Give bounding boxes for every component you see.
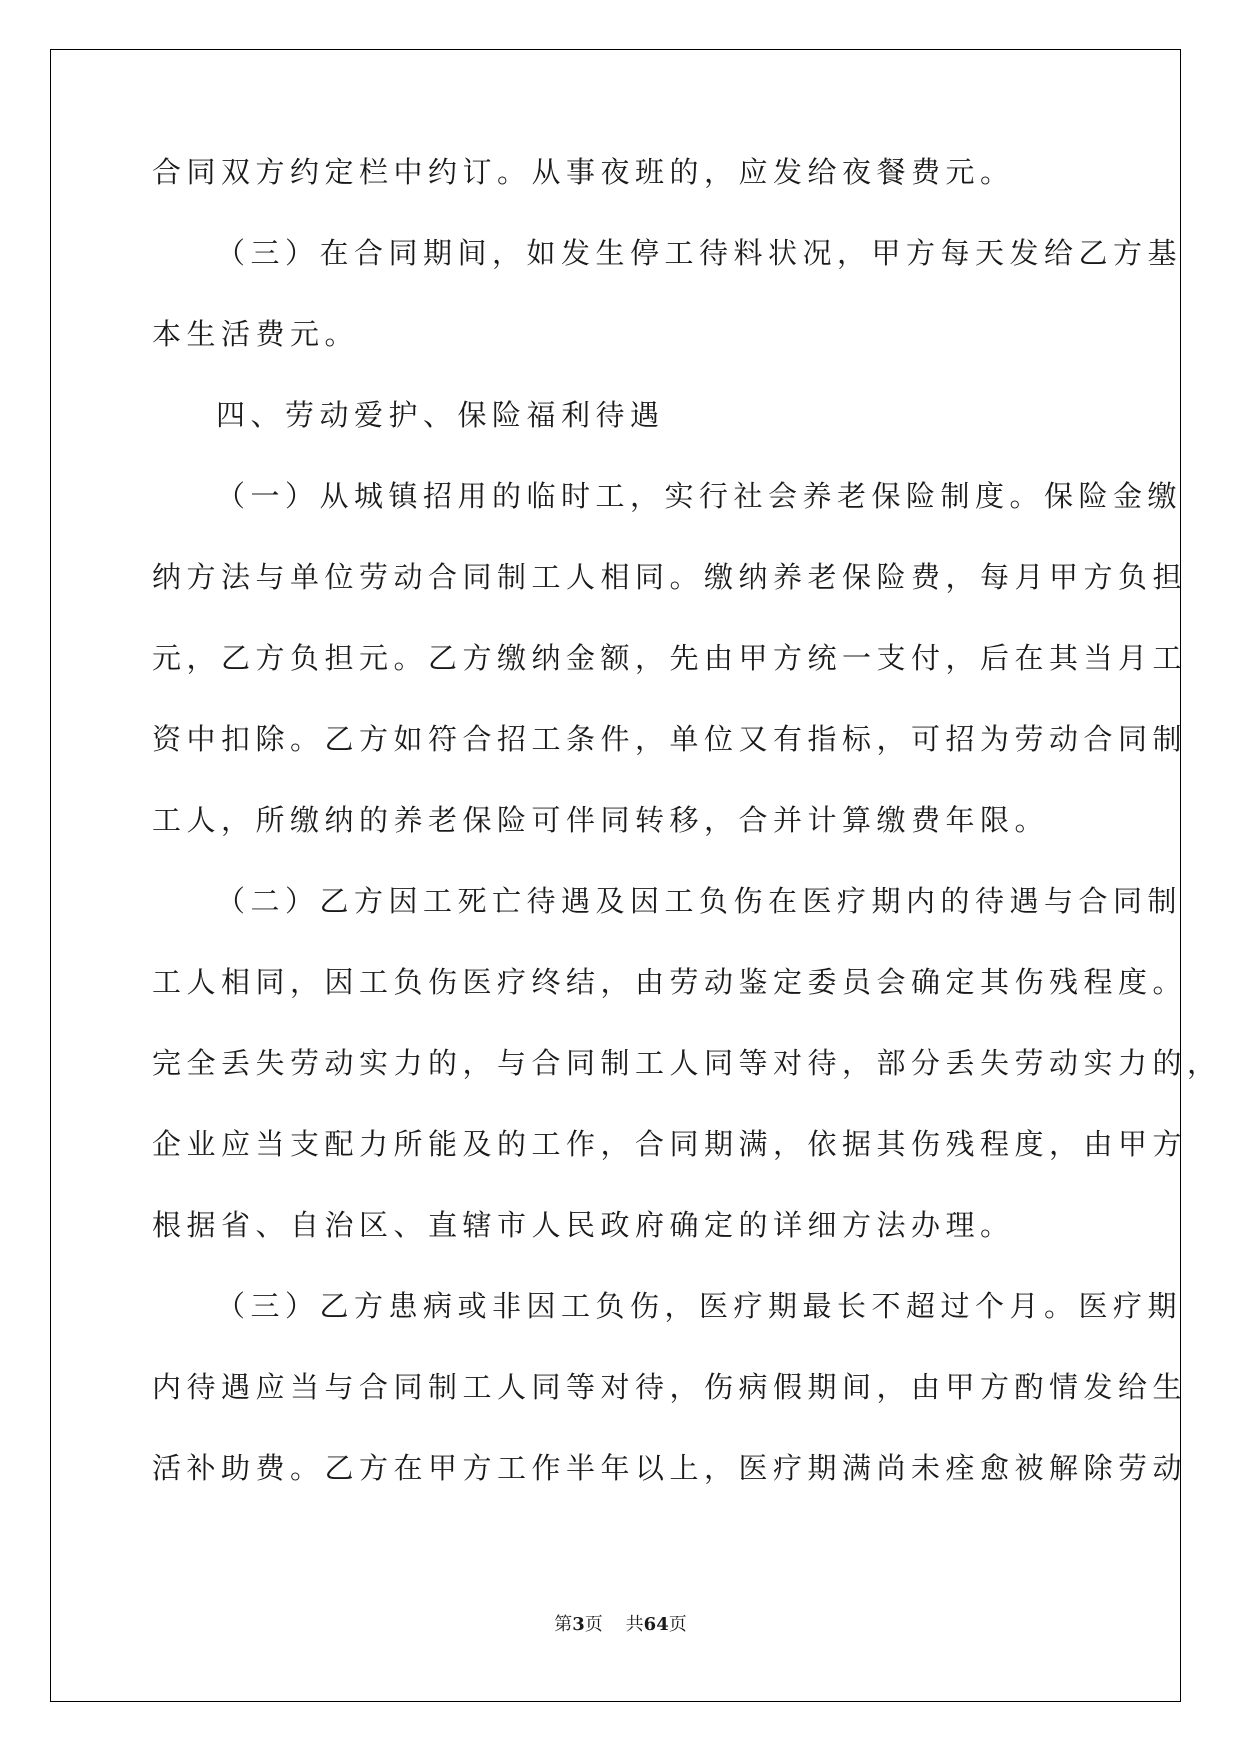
section-heading: 四、劳动爱护、保险福利待遇 <box>216 398 665 432</box>
paragraph-line: （三）乙方患病或非因工负伤，医疗期最长不超过个月。医疗期 <box>216 1289 1183 1323</box>
paragraph-line: 本生活费元。 <box>152 317 360 351</box>
paragraph-line: 内待遇应当与合同制工人同等对待，伤病假期间，由甲方酌情发给生 <box>152 1370 1188 1404</box>
paragraph-line: （三）在合同期间，如发生停工待料状况，甲方每天发给乙方基 <box>216 236 1183 270</box>
paragraph-line: 完全丢失劳动实力的，与合同制工人同等对待，部分丢失劳动实力的， <box>152 1046 1222 1080</box>
paragraph-line: 元，乙方负担元。乙方缴纳金额，先由甲方统一支付，后在其当月工 <box>152 641 1188 675</box>
current-page-number: 3 <box>572 1614 585 1635</box>
paragraph-line: 合同双方约定栏中约订。从事夜班的，应发给夜餐费元。 <box>152 155 1015 189</box>
paragraph-line: 工人，所缴纳的养老保险可伴同转移，合并计算缴费年限。 <box>152 803 1050 837</box>
page-footer <box>0 1610 1241 1636</box>
footer-suffix: 页 <box>668 1614 687 1635</box>
paragraph-line: 工人相同，因工负伤医疗终结，由劳动鉴定委员会确定其伤残程度。 <box>152 965 1188 999</box>
document-body <box>152 152 1222 1529</box>
paragraph-line: （二）乙方因工死亡待遇及因工负伤在医疗期内的待遇与合同制 <box>216 884 1183 918</box>
paragraph-line: 资中扣除。乙方如符合招工条件，单位又有指标，可招为劳动合同制 <box>152 722 1188 756</box>
footer-prefix: 第 <box>554 1614 573 1635</box>
paragraph-line: （一）从城镇招用的临时工，实行社会养老保险制度。保险金缴 <box>216 479 1183 513</box>
paragraph-line: 纳方法与单位劳动合同制工人相同。缴纳养老保险费，每月甲方负担 <box>152 560 1188 594</box>
paragraph-line: 企业应当支配力所能及的工作，合同期满，依据其伤残程度，由甲方 <box>152 1127 1188 1161</box>
total-page-number: 64 <box>643 1614 669 1635</box>
paragraph-line: 活补助费。乙方在甲方工作半年以上，医疗期满尚未痊愈被解除劳动 <box>152 1451 1188 1485</box>
paragraph-line: 根据省、自治区、直辖市人民政府确定的详细方法办理。 <box>152 1208 1015 1242</box>
footer-mid: 页 共 <box>584 1614 644 1635</box>
